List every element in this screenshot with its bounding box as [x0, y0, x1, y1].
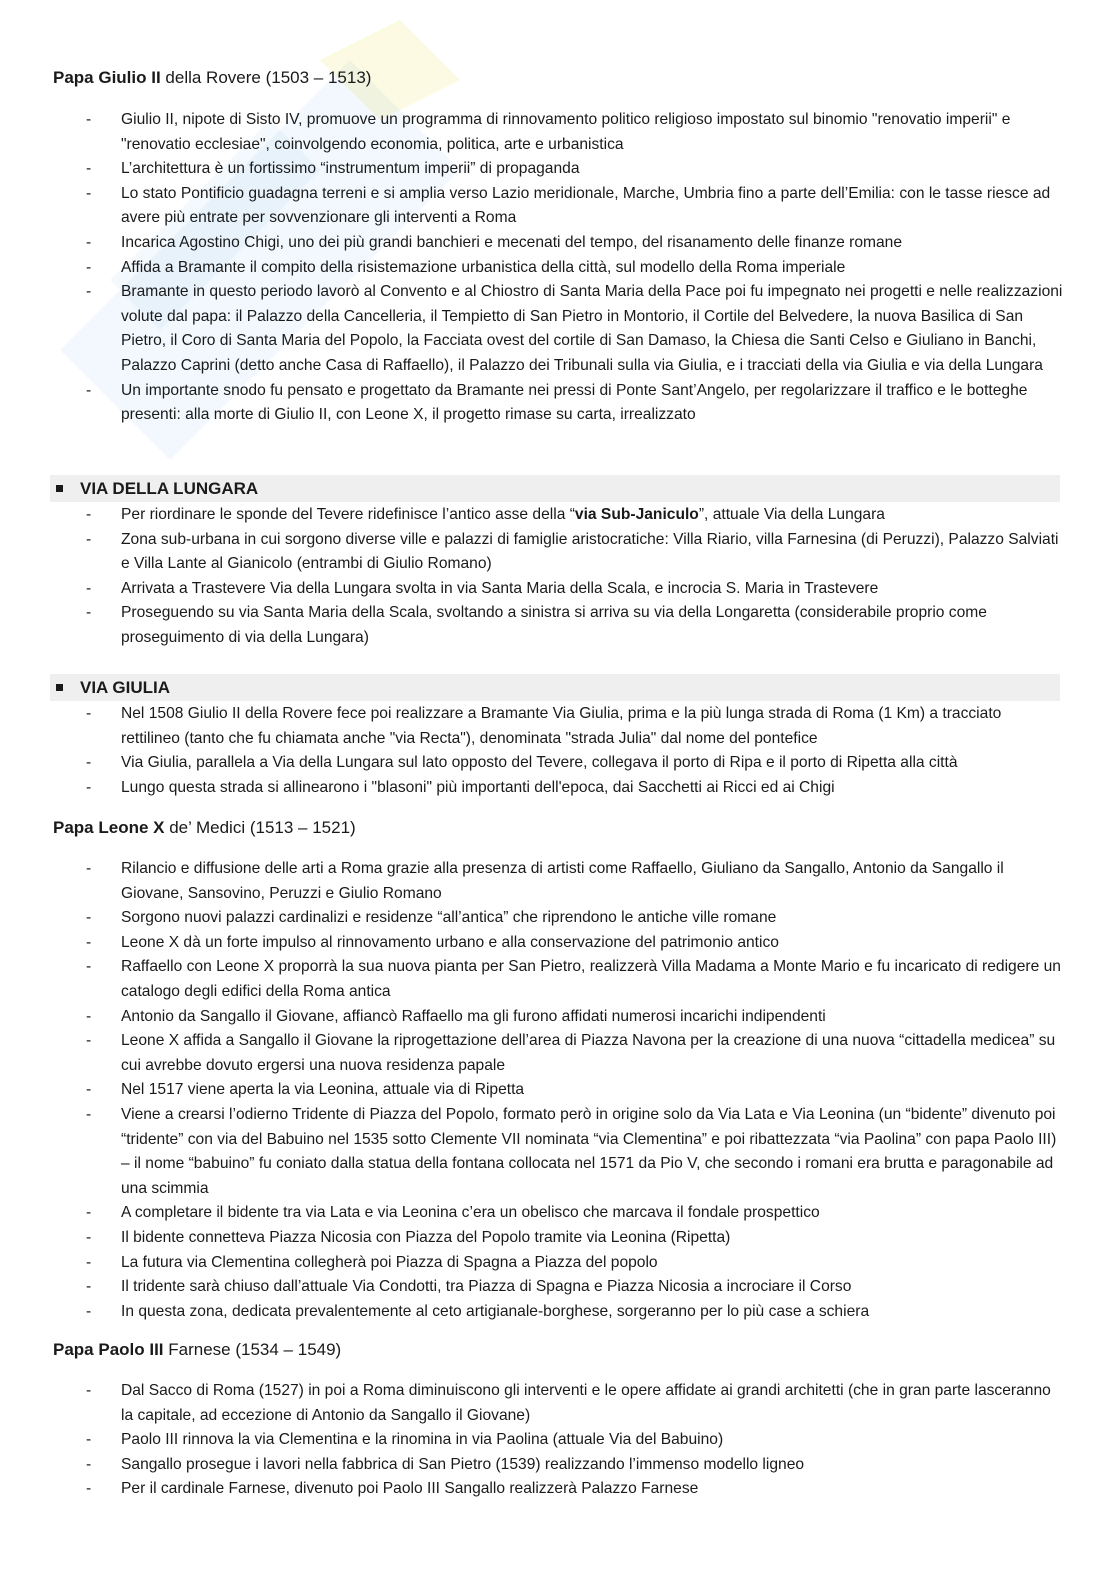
- heading-giulio-rest: della Rovere (1503 – 1513): [160, 68, 372, 87]
- list-item: - Leone X dà un forte impulso al rinnovamento urbano e alla conservazione del patrimonio antico: [86, 933, 779, 951]
- list-item: - Sangallo prosegue i lavori nella fabbrica di San Pietro (1539) realizzando l’immenso modello ligneo: [86, 1455, 805, 1473]
- list-item: - Via Giulia, parallela a Via della Lungara sul lato opposto del Tevere, collegava il porto di Ripa e il porto di Ripetta alla città: [86, 754, 958, 772]
- square-bullet-icon: [56, 485, 63, 492]
- list-item: - In questa zona, dedicata prevalentemente al ceto artigianale-borghese, sorgeranno per lo più case a schiera: [86, 1302, 870, 1320]
- list-item: - Arrivata a Trastevere Via della Lungara svolta in via Santa Maria della Scala, e incrocia S. Maria in Trastevere: [86, 579, 879, 597]
- heading-giulio: [53, 67, 371, 89]
- list-item: - Nel 1517 viene aperta la via Leonina, attuale via di Ripetta: [86, 1081, 525, 1099]
- list-item: - Incarica Agostino Chigi, uno dei più grandi banchieri e mecenati del tempo, del risanamento delle finanze romane: [86, 233, 903, 251]
- section-title-giulia: VIA GIULIA: [80, 678, 171, 697]
- list-item: - Proseguendo su via Santa Maria della Scala, svoltando a sinistra si arriva su via della Longaretta (considerabile proprio come proseguimento di via della Lungara): [86, 604, 987, 646]
- heading-paolo-name: Papa Paolo III: [53, 1340, 164, 1359]
- list-giulio: [84, 108, 1064, 428]
- list-item: - La futura via Clementina collegherà poi Piazza di Spagna a Piazza del popolo: [86, 1253, 658, 1271]
- list-item: - Il tridente sarà chiuso dall’attuale Via Condotti, tra Piazza di Spagna e Piazza Nicosia a incrociare il Corso: [86, 1278, 852, 1296]
- list-item: - Lungo questa strada si allinearono i "blasoni" più importanti dell'epoca, dai Sacchetti ai Ricci ed ai Chigi: [86, 778, 835, 796]
- list-item: - L’architettura è un fortissimo “instrumentum imperii” di propaganda: [86, 160, 580, 178]
- list-item: - Lo stato Pontificio guadagna terreni e si amplia verso Lazio meridionale, Marche, Umbria fino a parte dell’Emilia: con le tasse riesce ad avere più entrate per sovvenzionare gli interventi a Roma: [86, 184, 1051, 227]
- list-item: - Leone X affida a Sangallo il Giovane la riprogettazione dell’area di Piazza Navona per la creazione di una nuova “cittadella medicea” su cui avrebbe dovuto ergersi una nuova residenza papale: [86, 1032, 1056, 1074]
- list-item: - Rilancio e diffusione delle arti a Roma grazie alla presenza di artisti come Raffaello, Giuliano da Sangallo, Antonio da Sangallo il Giovane, Sansovino, Peruzzi e Giulio Romano: [86, 860, 1004, 902]
- heading-leone: [53, 817, 356, 839]
- heading-paolo: [53, 1339, 341, 1361]
- list-item: - Un importante snodo fu pensato e progettato da Bramante nei pressi di Ponte Sant’Angelo, per regolarizzare il traffico e le botteghe presenti: alla morte di Giulio II, con Leone X, il progetto rimase su carta, irrealizzato: [86, 381, 1028, 424]
- list-giulia: [84, 702, 1064, 800]
- list-item: - Zona sub-urbana in cui sorgono diverse ville e palazzi di famiglie aristocratiche: Villa Riario, villa Farnesina (di Peruzzi), Palazzo Salviati e Villa Lante al Gianicolo (entrambi di Giulio Romano): [86, 530, 1059, 573]
- list-item: - Bramante in questo periodo lavorò al Convento e al Chiostro di Santa Maria della Pace poi fu impegnato nei progetti e nelle realizzazioni volute dal papa: il Palazzo della Cancelleria, il Tempietto di San Pietro in Montorio, il Cortile del Belvedere, la nuova Basilica di San Pietro, il Coro di Santa Maria del Popolo, la Facciata ovest del cortile di San Damaso, la Chiesa die Santi Celso e Giuliano in Banchi, Palazzo Caprini (detto anche Casa di Raffaello), il Palazzo dei Tribunali sulla via Giulia, e i tracciati della via Giulia e via della Lungara: [86, 283, 1063, 374]
- heading-leone-name: Papa Leone X: [53, 818, 165, 837]
- list-leone: [84, 857, 1064, 1324]
- list-item: - Affida a Bramante il compito della risistemazione urbanistica della città, sul modello della Roma imperiale: [86, 258, 846, 276]
- heading-giulio-name: Papa Giulio II: [53, 68, 161, 87]
- square-bullet-icon: [56, 684, 63, 691]
- list-item: - Il bidente connetteva Piazza Nicosia con Piazza del Popolo tramite via Leonina (Ripetta): [86, 1228, 731, 1246]
- heading-paolo-rest: Farnese (1534 – 1549): [163, 1340, 342, 1359]
- list-item: - Raffaello con Leone X proporrà la sua nuova pianta per San Pietro, realizzerà Villa Madama a Monte Mario e fu incaricato di redigere un catalogo degli edifici della Roma antica: [86, 958, 1061, 1000]
- list-item: - Giulio II, nipote di Sisto IV, promuove un programma di rinnovamento politico religioso impostato sul binomio "renovatio imperii" e "renovatio ecclesiae", coinvolgendo economia, politica, arte e urbanistica: [86, 111, 1011, 153]
- list-item: - Per riordinare le sponde del Tevere ridefinisce l’antico asse della “via Sub-Janiculo”, attuale Via della Lungara: [86, 506, 885, 523]
- section-title-lungara: VIA DELLA LUNGARA: [80, 479, 259, 498]
- list-paolo: [84, 1379, 1064, 1502]
- section-band-lungara: [50, 475, 1060, 502]
- list-item: - A completare il bidente tra via Lata e via Leonina c’era un obelisco che marcava il fondale prospettico: [86, 1204, 820, 1222]
- list-item: - Viene a crearsi l’odierno Tridente di Piazza del Popolo, formato però in origine solo da Via Lata e Via Leonina (un “bidente” divenuto poi “tridente” con via del Babuino nel 1535 sotto Clemente VII nominata “via Clementina” e poi ribattezzata “via Paolina” con papa Paolo III) – il nome “babuino” fu coniato dalla statua della fontana collocata nel 1571 da Pio V, che secondo i romani era brutta e paragonabile ad una scimmia: [86, 1105, 1057, 1197]
- list-item: - Dal Sacco di Roma (1527) in poi a Roma diminuiscono gli interventi e le opere affidate ai grandi architetti (che in gran parte lasceranno la capitale, ad eccezione di Antonio da Sangallo il Giovane): [86, 1382, 1051, 1424]
- list-item: - Sorgono nuovi palazzi cardinalizi e residenze “all’antica” che riprendono le antiche ville romane: [86, 909, 777, 927]
- list-item: - Paolo III rinnova la via Clementina e la rinomina in via Paolina (attuale Via del Babuino): [86, 1431, 724, 1449]
- list-lungara: [84, 503, 1064, 651]
- section-band-giulia: [50, 674, 1060, 701]
- list-item: - Antonio da Sangallo il Giovane, affiancò Raffaello ma gli furono affidati numerosi incarichi indipendenti: [86, 1007, 826, 1025]
- heading-leone-rest: de’ Medici (1513 – 1521): [164, 818, 356, 837]
- list-item: - Nel 1508 Giulio II della Rovere fece poi realizzare a Bramante Via Giulia, prima e la più lunga strada di Roma (1 Km) a tracciato rettilineo (tanto che fu chiamata anche "via Recta"), denominata "strada Julia" dal nome del pontefice: [86, 705, 1002, 747]
- list-item: - Per il cardinale Farnese, divenuto poi Paolo III Sangallo realizzerà Palazzo Farnese: [86, 1480, 699, 1498]
